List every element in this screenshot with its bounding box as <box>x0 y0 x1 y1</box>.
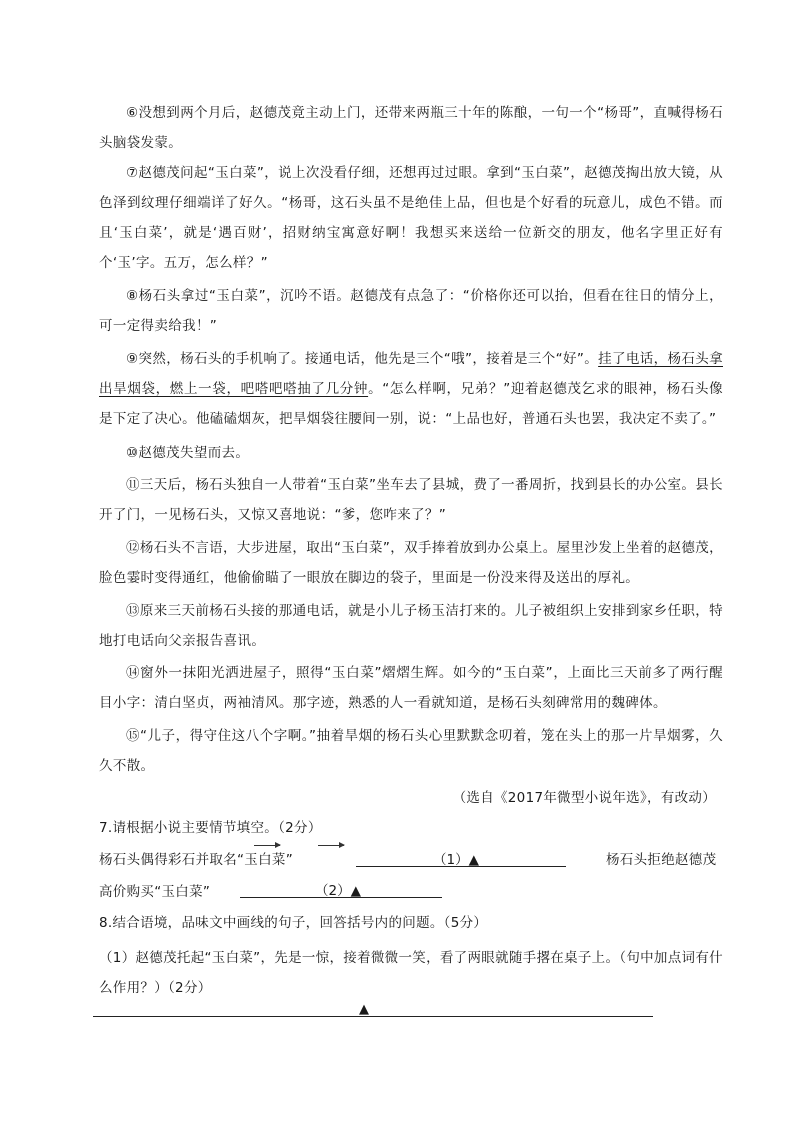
underlined-sentence: 挂了电话，杨石头拿出旱烟袋，燃上一袋，吧嗒吧嗒抽了几分钟 <box>99 351 723 397</box>
paragraph-10 <box>99 438 723 468</box>
question-8-title: 8.结合语境，品味文中画线的句子，回答括号内的问题。（5分） <box>99 915 488 931</box>
arrow-icon <box>318 845 344 846</box>
paragraph-13 <box>99 596 723 656</box>
plot-step-3-cont: 高价购买“玉白菜” <box>99 884 211 900</box>
answer-line-8-1[interactable] <box>93 1016 653 1017</box>
paragraph-text: ⑧杨石头拿过“玉白菜”，沉吟不语。赵德茂有点急了：“价格你还可以抬，但看在往日的情分上，可一定得卖给我！” <box>99 288 723 334</box>
paragraph-text: ⑥没想到两个月后，赵德茂竟主动上门，还带来两瓶三十年的陈酿，一句一个“杨哥”，直喊得杨石头脑袋发蒙。 <box>99 105 723 151</box>
answer-mark-8-1: ▲ <box>359 1002 369 1017</box>
answer-blank-1-label: （1）▲ <box>433 852 479 868</box>
paragraph-9 <box>99 344 723 434</box>
paragraph-text: ⑭窗外一抹阳光洒进屋子，照得“玉白菜”熠熠生辉。如今的“玉白菜”，上面比三天前多了两行醒目小字：清白坚贞，两袖清风。那字迹，熟悉的人一看就知道，是杨石头刻碑常用的魏碑体。 <box>99 665 723 711</box>
paragraph-7 <box>99 158 723 278</box>
paragraph-12 <box>99 533 723 593</box>
paragraph-text: ⑪三天后，杨石头独自一人带着“玉白菜”坐车去了县城，费了一番周折，找到县长的办公室。县长开了门，一见杨石头，又惊又喜地说：“爹，您咋来了？” <box>99 477 723 523</box>
paragraph-11 <box>99 470 723 530</box>
paragraph-text: ⑩赵德茂失望而去。 <box>126 445 250 461</box>
question-7-title: 7.请根据小说主要情节填空。（2分） <box>99 820 322 836</box>
plot-step-1: 杨石头偶得彩石并取名“玉白菜” <box>99 852 293 868</box>
paragraph-6 <box>99 98 723 158</box>
paragraph-14 <box>99 658 723 718</box>
paragraph-15 <box>99 721 723 781</box>
paragraph-text: ⑦赵德茂问起“玉白菜”，说上次没看仔细，还想再过过眼。拿到“玉白菜”，赵德茂掏出放大镜，从色泽到纹理仔细端详了好久。“杨哥，这石头虽不是绝佳上品，但也是个好看的玩意儿，成色不错。而且‘玉白菜’，就是‘遇百财’，招财纳宝寓意好啊！我想买来送给一位新交的朋友，他名字里正好有个‘玉’字。五万，怎么样？” <box>99 165 723 271</box>
paragraph-text: ⑫杨石头不言语，大步进屋，取出“玉白菜”，双手捧着放到办公桌上。屋里沙发上坐着的赵德茂，脸色霎时变得通红，他偷偷瞄了一眼放在脚边的袋子，里面是一份没来得及送出的厚礼。 <box>99 540 723 586</box>
paragraph-text: ⑬原来三天前杨石头接的那通电话，就是小儿子杨玉洁打来的。儿子被组织上安排到家乡任职，特地打电话向父亲报告喜讯。 <box>99 603 723 649</box>
paragraph-text: ⑮“儿子，得守住这八个字啊。”抽着旱烟的杨石头心里默默念叨着，笼在头上的那一片旱烟雾，久久不散。 <box>99 728 723 774</box>
paragraph-8 <box>99 281 723 341</box>
paragraph-text: ⑨突然，杨石头的手机响了。接通电话，他先是三个“哦”，接着是三个“好”。 <box>126 351 599 367</box>
source-citation: （选自《2017年微型小说年选》，有改动） <box>452 790 716 806</box>
paragraph-text: 。“怎么样啊，兄弟？”迎着赵德茂乞求的眼神，杨石头像是下定了决心。他磕磕烟灰，把旱烟袋往腰间一别，说：“上品也好，普通石头也罢，我决定不卖了。” <box>99 381 723 427</box>
plot-step-3: 杨石头拒绝赵德茂 <box>606 852 717 868</box>
question-8-sub-1: （1）赵德茂托起“玉白菜”，先是一惊，接着微微一笑，看了两眼就随手撂在桌子上。（句中加点词有什么作用？）（2分） <box>99 950 723 996</box>
arrow-icon <box>254 845 280 846</box>
answer-blank-2-label: （2）▲ <box>315 883 361 899</box>
